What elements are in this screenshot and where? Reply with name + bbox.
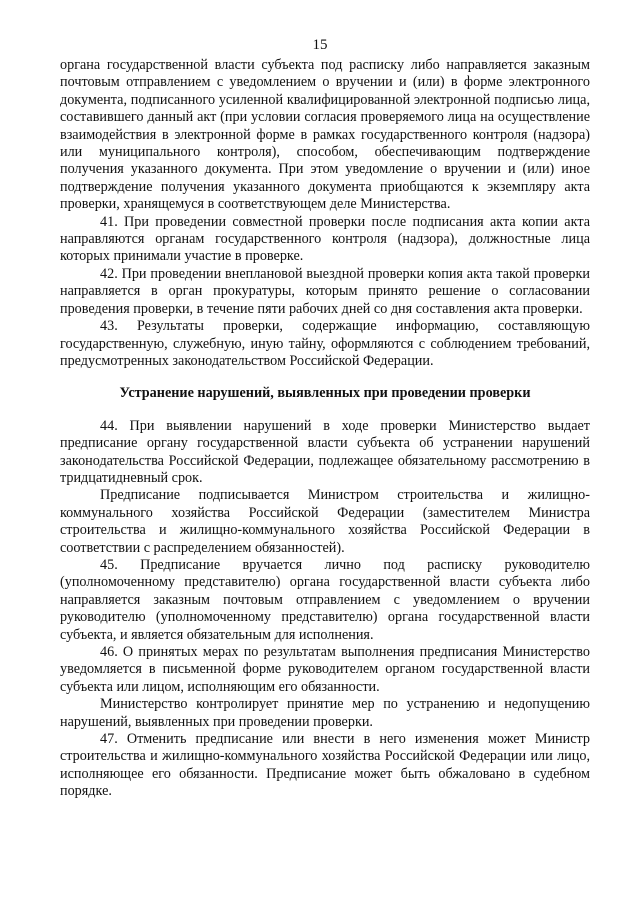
document-body xyxy=(60,57,590,801)
paragraph-45: 45. Предписание вручается лично под расписку руководителю (уполномоченному представителю) органа государственной власти субъекта либо направляется заказным почтовым отправлением с уведомлением о вручении руководителю (уполномоченному представителю) органа государственной власти субъекта, и является обязательным для исполнения. xyxy=(60,556,590,643)
paragraph-46-control: Министерство контролирует принятие мер по устранению и недопущению нарушений, выявленных при проведении проверки. xyxy=(60,696,590,730)
section-heading: Устранение нарушений, выявленных при проведении проверки xyxy=(119,385,531,402)
page-number: 15 xyxy=(312,37,328,53)
paragraph-41: 41. При проведении совместной проверки после подписания акта копии акта направляются органам государственного контроля (надзора), должностные лица которых принимали участие в проверке. xyxy=(60,213,590,265)
paragraph-46: 46. О принятых мерах по результатам выполнения предписания Министерство уведомляется в письменной форме руководителем органом государственной власти субъекта или лицом, исполняющим его обязанности. xyxy=(60,644,590,695)
paragraph-44-signature: Предписание подписывается Министром строительства и жилищно-коммунального хозяйства Российской Федерации (заместителем Министра строительства и жилищно-коммунального хозяйства Российской Федерации в соответствии с распределением обязанностей). xyxy=(60,487,590,556)
paragraph-42: 42. При проведении внеплановой выездной проверки копия акта такой проверки направляется в орган прокуратуры, которым принято решение о согласовании проведения проверки, в течение пяти рабочих дней со дня составления акта проверки. xyxy=(60,265,590,317)
paragraph-43: 43. Результаты проверки, содержащие информацию, составляющую государственную, служебную, иную тайну, оформляются с соблюдением требований, предусмотренных законодательством Российской Федерации. xyxy=(60,318,590,369)
paragraph-47: 47. Отменить предписание или внести в него изменения может Министр строительства и жилищно-коммунального хозяйства Российской Федерации или лицо, исполняющее его обязанности. Предписание может быть обжаловано в судебном порядке. xyxy=(60,731,590,800)
paragraph-continuation: органа государственной власти субъекта под расписку либо направляется заказным почтовым отправлением с уведомлением о вручении и (или) в форме электронного документа, подписанного усиленной квалифицированной электронной подписью лица, составившего данный акт (при условии согласия проверяемого лица на осуществление взаимодействия в электронной форме в рамках государственного контроля (надзора) или муниципального контроля), способом, обеспечивающим подтверждение получения указанного документа. При этом уведомление о вручении и (или) иное подтверждение получения указанного документа приобщаются к экземпляру акта проверки, хранящемуся в соответствующем деле Министерства. xyxy=(60,57,590,213)
paragraph-44: 44. При выявлении нарушений в ходе проверки Министерство выдает предписание органу государственной власти субъекта об устранении нарушений законодательства Российской Федерации, подлежащее обязательному рассмотрению в тридцатидневный срок. xyxy=(60,417,590,486)
